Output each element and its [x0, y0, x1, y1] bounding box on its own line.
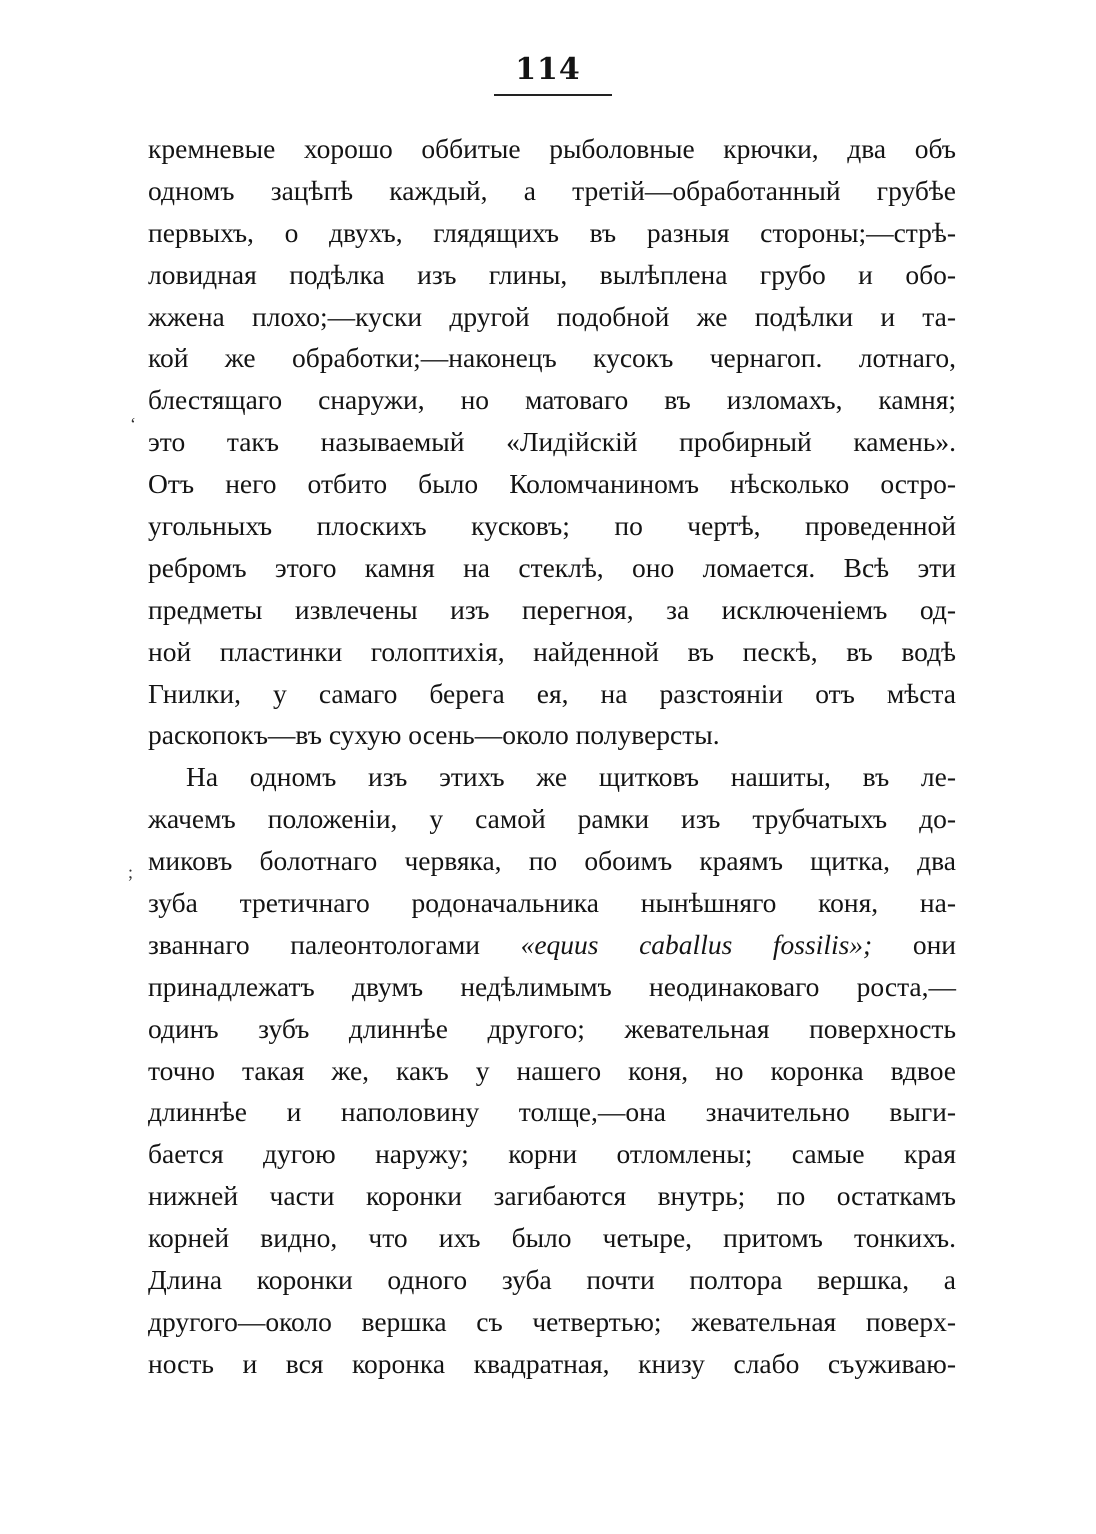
- text-segment: званнаго палеонтологами: [148, 928, 521, 960]
- text-line: ность и вся коронка квадратная, книзу слабо съуживаю-: [148, 1347, 956, 1379]
- text-line: ной пластинки голоптихія, найденной въ пескѣ, въ водѣ: [148, 635, 956, 667]
- latin-species-name: «equus caballus fossilis»;: [520, 928, 873, 960]
- text-segment: они: [872, 928, 957, 960]
- text-line: корней видно, что ихъ было четыре, притомъ тонкихъ.: [148, 1222, 956, 1254]
- text-line: На одномъ изъ этихъ же щитковъ нашиты, въ ле-: [186, 761, 956, 793]
- text-line: угольныхъ плоскихъ кусковъ; по чертѣ, проведенной: [148, 510, 956, 542]
- text-line: кремневые хорошо оббитые рыболовные крючки, два объ: [148, 133, 956, 164]
- text-line: длиннѣе и наполовину толще,—она значительно выги-: [148, 1096, 956, 1128]
- text-line: первыхъ, о двухъ, глядящихъ въ разныя стороны;—стрѣ-: [148, 216, 956, 248]
- text-line: жжена плохо;—куски другой подобной же подѣлки и та-: [148, 300, 956, 332]
- text-line: ребромъ этого камня на стеклѣ, оно ломается. Всѣ эти: [148, 551, 956, 583]
- text-line: раскопокъ—въ сухую осень—около полуверсты.: [148, 719, 720, 751]
- text-line: жачемъ положеніи, у самой рамки изъ трубчатыхъ до-: [148, 803, 956, 835]
- text-line: зуба третичнаго родоначальника нынѣшняго коня, на-: [148, 887, 956, 919]
- text-line: предметы извлечены изъ перегноя, за исключеніемъ од-: [148, 593, 956, 625]
- body-text: [148, 128, 956, 1385]
- text-line: кой же обработки;—наконецъ кусокъ чернагоп. лотнаго,: [148, 342, 956, 374]
- text-line: ловидная подѣлка изъ глины, вылѣплена грубо и обо-: [148, 258, 956, 290]
- text-line: одинъ зубъ длиннѣе другого; жевательная поверхность: [148, 1012, 956, 1044]
- text-line: Отъ него отбито было Коломчаниномъ нѣсколько остро-: [148, 468, 956, 500]
- text-line: принадлежатъ двумъ недѣлимымъ неодинаковаго роста,—: [148, 970, 956, 1002]
- text-line: это такъ называемый «Лидійскій пробирный камень».: [148, 426, 956, 458]
- text-line: нижней части коронки загибаются внутрь; по остаткамъ: [148, 1180, 956, 1212]
- text-line: другого—около вершка съ четвертью; жевательная поверх-: [148, 1305, 956, 1337]
- margin-mark: ‘: [130, 414, 136, 434]
- text-line: бается дугою наружу; корни отломлены; самые края: [148, 1138, 956, 1170]
- text-line: Длина коронки одного зуба почти полтора вершка, а: [148, 1264, 956, 1296]
- margin-mark: ;: [128, 862, 134, 882]
- text-line: блестящаго снаружи, но матоваго въ изломахъ, камня;: [148, 384, 956, 416]
- text-line: одномъ зацѣпѣ каждый, а третій—обработанный грубѣе: [148, 174, 956, 206]
- page-number: 114: [515, 52, 581, 87]
- text-line: Гнилки, у самаго берега ея, на разстояніи отъ мѣста: [148, 677, 956, 709]
- text-line: миковъ болотнаго червяка, по обоимъ краямъ щитка, два: [148, 845, 956, 877]
- text-line: точно такая же, какъ у нашего коня, но коронка вдвое: [148, 1054, 956, 1086]
- text-line-with-italic: [148, 924, 956, 966]
- page-number-rule: [494, 94, 612, 96]
